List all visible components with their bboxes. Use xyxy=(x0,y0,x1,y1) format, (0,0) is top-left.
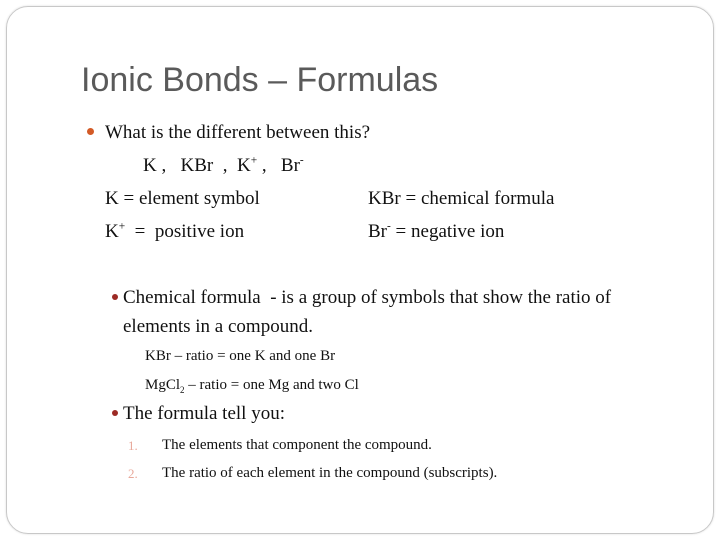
superscript: - xyxy=(387,220,391,233)
superscript: + xyxy=(118,220,126,233)
def-symbol: Br xyxy=(368,221,387,242)
species-brminus: Br xyxy=(280,155,300,176)
slide-title: Ionic Bonds – Formulas xyxy=(81,61,439,99)
bullet-icon xyxy=(87,128,94,135)
def-text: = negative ion xyxy=(390,221,505,242)
bullet-question: What is the different between this? xyxy=(105,122,371,143)
def-symbol: KBr xyxy=(368,188,401,209)
ratio-text: – ratio = one Mg and two Cl xyxy=(184,377,359,393)
bullet-icon xyxy=(112,294,118,300)
chemical-formula-def-line1: Chemical formula - is a group of symbols that show the ratio of xyxy=(123,287,612,308)
def-kplus xyxy=(105,222,244,241)
def-symbol: K xyxy=(105,221,119,242)
example-kbr: KBr – ratio = one K and one Br xyxy=(145,348,336,364)
def-k xyxy=(105,189,260,208)
bullet-icon xyxy=(112,410,118,416)
formula: MgCl xyxy=(145,377,181,393)
superscript: + xyxy=(250,154,258,167)
sep: , xyxy=(213,155,237,176)
formula-tells-heading: The formula tell you: xyxy=(123,403,285,424)
sep: , xyxy=(156,155,181,176)
list-item: The elements that component the compound. xyxy=(162,437,432,453)
def-brminus xyxy=(368,222,504,241)
species-k: K xyxy=(143,155,157,176)
list-number: 2. xyxy=(128,466,138,481)
chemical-formula-def-line2: elements in a compound. xyxy=(123,316,313,337)
def-text: = positive ion xyxy=(125,221,245,242)
list-item: The ratio of each element in the compound (subscripts). xyxy=(162,465,498,481)
def-kbr xyxy=(368,189,554,208)
def-text: = chemical formula xyxy=(400,188,555,209)
example-mgcl2 xyxy=(145,378,359,393)
def-text: = element symbol xyxy=(118,188,260,209)
subscript: 2 xyxy=(180,385,185,395)
species-kbr: KBr xyxy=(180,155,214,176)
species-kplus: K xyxy=(236,155,251,176)
sep: , xyxy=(257,155,281,176)
species-line xyxy=(143,156,304,175)
list-number: 1. xyxy=(128,438,138,453)
def-symbol: K xyxy=(105,188,119,209)
superscript: - xyxy=(299,154,304,167)
